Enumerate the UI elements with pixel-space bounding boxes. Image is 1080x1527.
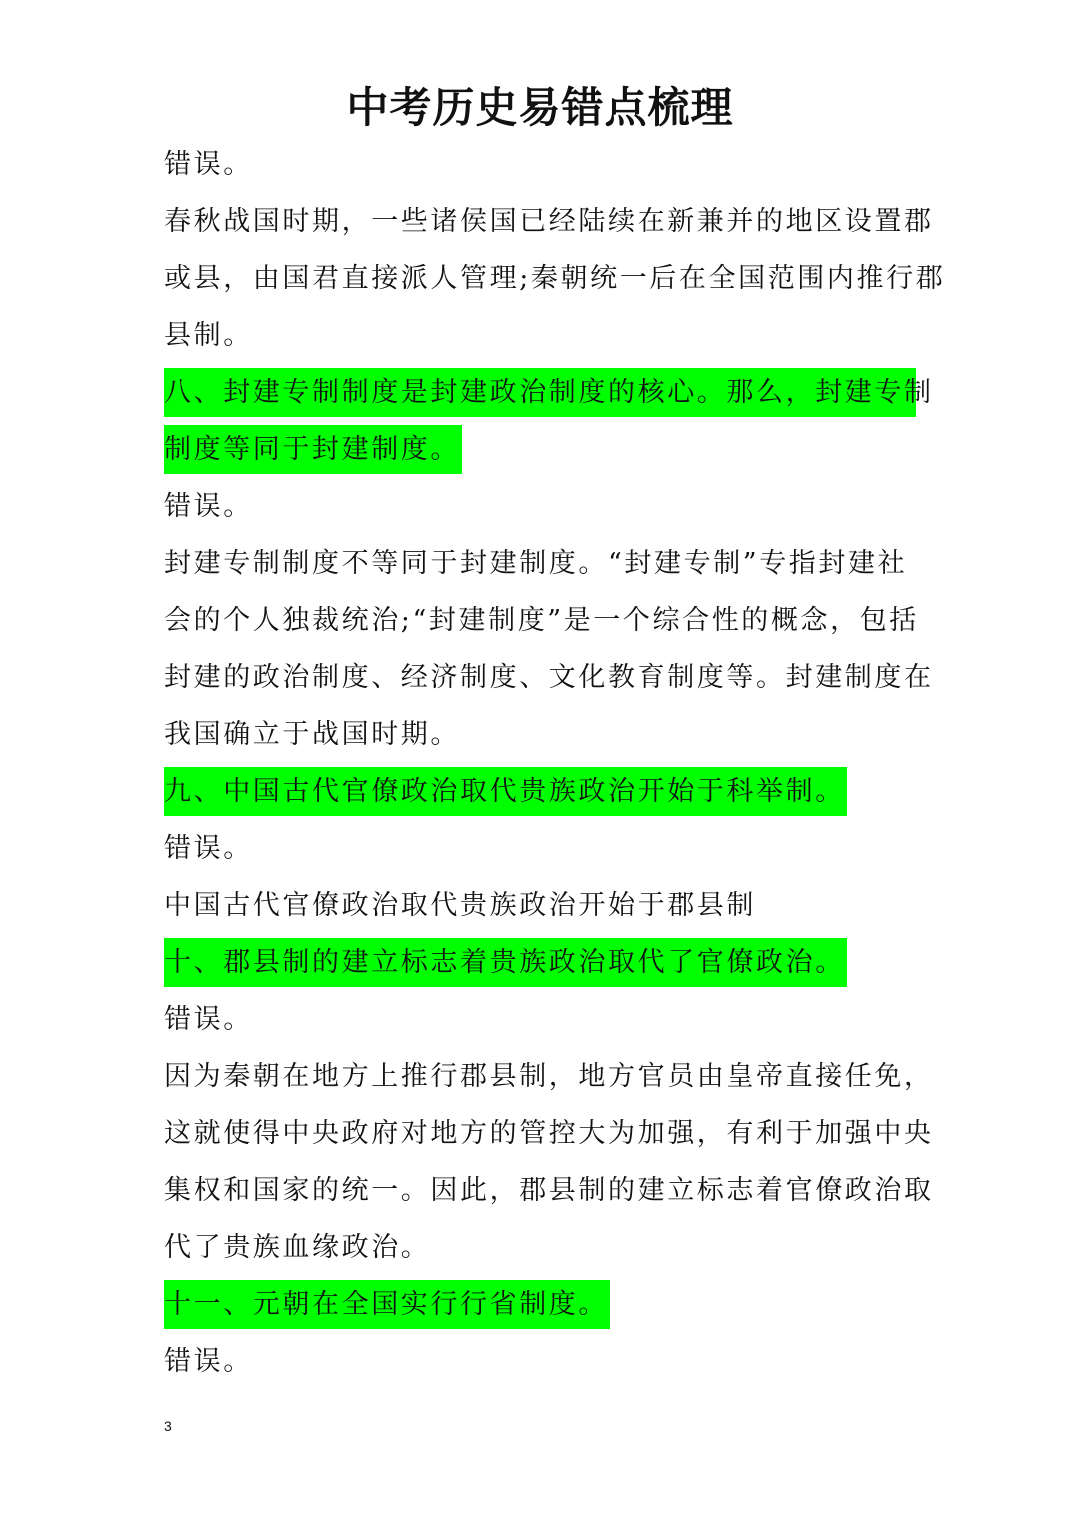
question-11-line <box>164 1276 916 1333</box>
question-8-line-2 <box>164 421 916 478</box>
question-10-line <box>164 934 916 991</box>
document-body <box>164 136 946 1390</box>
question-10-highlight: 十、郡县制的建立标志着贵族政治取代了官僚政治。 <box>164 938 847 987</box>
explanation-line: 县制。 <box>164 320 253 351</box>
question-8-highlight: 八、封建专制制度是封建政治制度的核心。那么，封建专制 <box>164 368 916 417</box>
explanation-line: 代了贵族血缘政治。 <box>164 1232 431 1263</box>
explanation-line: 会的个人独裁统治;“封建制度”是一个综合性的概念，包括 <box>164 605 919 636</box>
explanation-line: 中国古代官僚政治取代贵族政治开始于郡县制 <box>164 890 756 921</box>
answer-line: 错误。 <box>164 1346 253 1377</box>
question-8-line-1 <box>164 364 934 421</box>
question-8-highlight: 制度等同于封建制度。 <box>164 425 462 474</box>
answer-line: 错误。 <box>164 491 253 522</box>
page-number: 3 <box>164 1418 172 1434</box>
explanation-line: 封建专制制度不等同于封建制度。“封建专制”专指封建社 <box>164 548 908 579</box>
explanation-line: 我国确立于战国时期。 <box>164 719 460 750</box>
answer-line: 错误。 <box>164 1004 253 1035</box>
explanation-line: 因为秦朝在地方上推行郡县制，地方官员由皇帝直接任免， <box>164 1061 934 1092</box>
explanation-line: 或县，由国君直接派人管理;秦朝统一后在全国范围内推行郡 <box>164 263 946 294</box>
explanation-line: 集权和国家的统一。因此，郡县制的建立标志着官僚政治取 <box>164 1175 934 1206</box>
explanation-line: 春秋战国时期，一些诸侯国已经陆续在新兼并的地区设置郡 <box>164 206 934 237</box>
question-9-highlight: 九、中国古代官僚政治取代贵族政治开始于科举制。 <box>164 767 847 816</box>
answer-line: 错误。 <box>164 833 253 864</box>
explanation-line: 这就使得中央政府对地方的管控大为加强，有利于加强中央 <box>164 1118 934 1149</box>
question-11-highlight: 十一、元朝在全国实行行省制度。 <box>164 1280 610 1329</box>
question-9-line <box>164 763 916 820</box>
explanation-line: 封建的政治制度、经济制度、文化教育制度等。封建制度在 <box>164 662 934 693</box>
answer-line: 错误。 <box>164 149 253 180</box>
page-title: 中考历史易错点梳理 <box>346 83 734 132</box>
